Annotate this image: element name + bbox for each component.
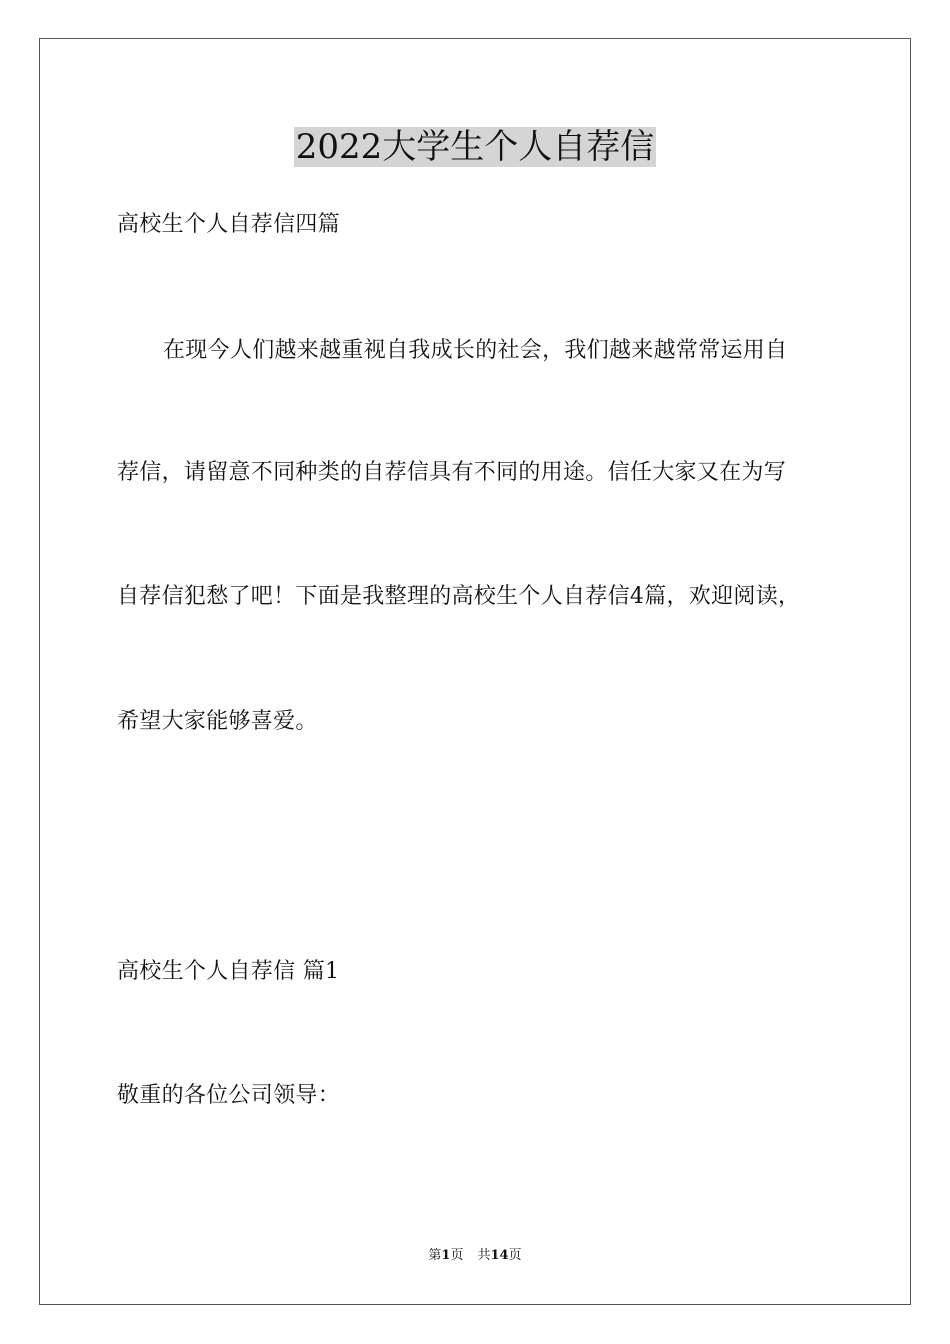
- intro-line-1: 在现今人们越来越重视自我成长的社会，我们越来越常常运用自: [163, 338, 788, 363]
- intro-line-3: 自荐信犯愁了吧！下面是我整理的高校生个人自荐信4篇，欢迎阅读，: [117, 584, 801, 609]
- total-suffix: 页: [508, 1248, 522, 1263]
- page-current: 1: [441, 1248, 451, 1263]
- document-subtitle: 高校生个人自荐信四篇: [117, 212, 341, 237]
- page-prefix: 第: [428, 1248, 442, 1263]
- document-title-text: 2022大学生个人自荐信: [295, 127, 655, 167]
- total-prefix: 共: [477, 1248, 491, 1263]
- salutation: 敬重的各位公司领导：: [117, 1083, 341, 1108]
- document-title: [0, 127, 950, 167]
- page-total: 14: [490, 1248, 509, 1263]
- intro-line-2: 荐信，请留意不同种类的自荐信具有不同的用途。信任大家又在为写: [117, 460, 787, 485]
- page-suffix: 页: [450, 1248, 464, 1263]
- section-heading: 高校生个人自荐信 篇1: [117, 959, 340, 984]
- intro-line-4: 希望大家能够喜爱。: [117, 709, 318, 734]
- page-footer: [0, 1247, 950, 1265]
